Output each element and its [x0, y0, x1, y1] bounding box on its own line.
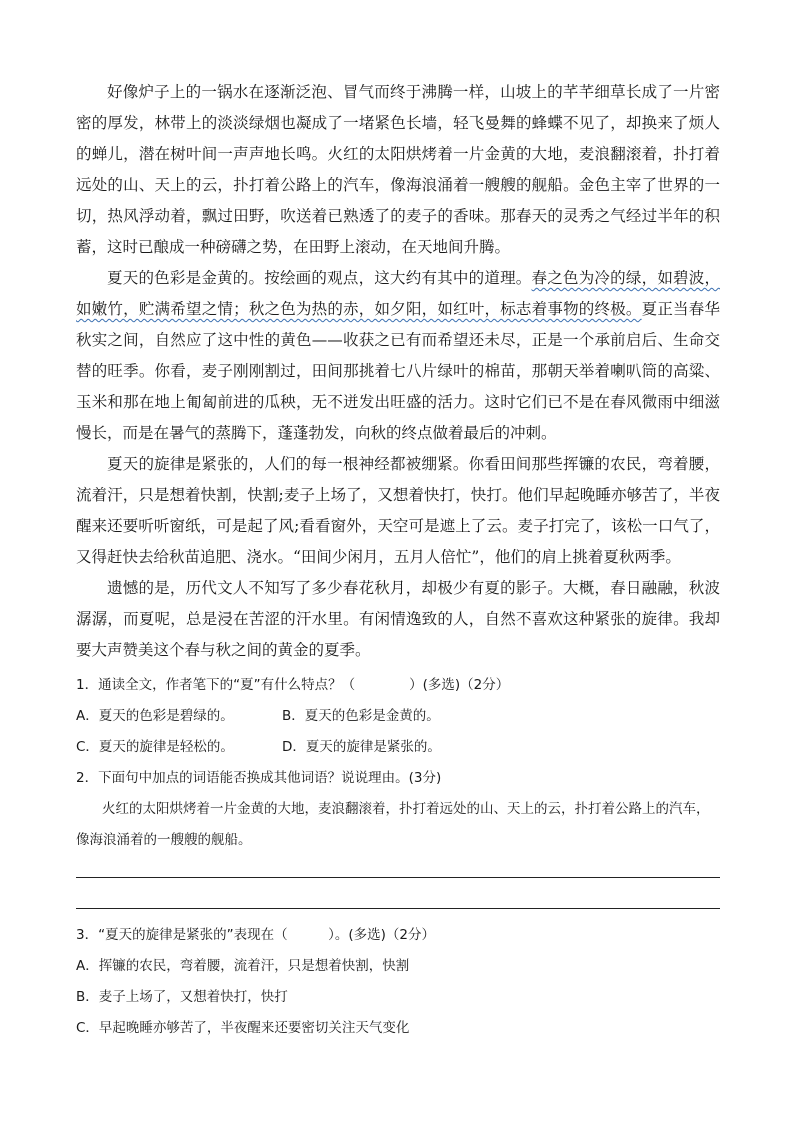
answer-line-1[interactable] — [76, 877, 720, 878]
paragraph-2-rest: 夏正当春华秋实之间，自然应了这中性的黄色——收获之已有而希望还未尽，正是一个承前启后、生命交替的旺季。你看，麦子刚刚割过，田间那挑着七八片绿叶的棉苗，那朝天举着喇叭筒的高粱、玉米和那在地上匍匐前进的瓜秧，无不迸发出旺盛的活力。这时它们已不是在春风微雨中细滋慢长，而是在暑气的蒸腾下，蓬蓬勃发，向秋的终点做着最后的冲刺。 — [76, 300, 720, 442]
passage-paragraph-3: 夏天的旋律是紧张的，人们的每一根神经都被绷紧。你看田间那些挥镰的农民，弯着腰，流着汗，只是想着快割，快割;麦子上场了，又想着快打，快打。他们早起晚睡亦够苦了，半夜醒来还要听听窗纸，可是起了风;看看窗外，天空可是遮上了云。麦子打完了，该松一口气了，又得赶快去给秋苗追肥、浇水。“田间少闲月，五月人倍忙”，他们的肩上挑着夏秋两季。 — [76, 455, 720, 566]
question-1-options-row-1 — [76, 701, 720, 732]
question-1-stem: 1．通读全文，作者笔下的“夏”有什么特点？（ ）(多选)（2分） — [76, 677, 510, 693]
question-2 — [76, 763, 720, 856]
question-3 — [76, 920, 720, 1044]
question-3-stem: 3．“夏天的旋律是紧张的”表现在（ ）。(多选)（2分） — [76, 927, 435, 943]
question-3-option-c[interactable]: C．早起晚睡亦够苦了，半夜醒来还要密切关注天气变化 — [76, 1020, 410, 1036]
paragraph-2-intro: 夏天的色彩是金黄的。按绘画的观点，这大约有其中的道理。 — [107, 269, 532, 287]
question-3-option-b[interactable]: B．麦子上场了，又想着快打，快打 — [76, 989, 288, 1005]
passage-paragraph-1: 好像炉子上的一锅水在逐渐泛泡、冒气而终于沸腾一样，山坡上的芊芊细草长成了一片密密的厚发，林带上的淡淡绿烟也凝成了一堵紧色长墙，轻飞曼舞的蜂蝶不见了，却换来了烦人的蝉儿，潜在树叶间一声声地长鸣。火红的太阳烘烤着一片金黄的大地，麦浪翻滚着，扑打着远处的山、天上的云，扑打着公路上的汽车，像海浪涌着一艘艘的舰船。金色主宰了世界的一切，热风浮动着，飘过田野，吹送着已熟透了的麦子的香味。那春天的灵秀之气经过半年的积蓄，这时已酿成一种磅礴之势，在田野上滚动，在天地间升腾。 — [76, 83, 720, 256]
question-1-options-row-2 — [76, 732, 720, 763]
question-3-option-a[interactable]: A．挥镰的农民，弯着腰，流着汗，只是想着快割，快割 — [76, 958, 410, 974]
passage-paragraph-4: 遗憾的是，历代文人不知写了多少春花秋月，却极少有夏的影子。大概，春日融融，秋波潺潺，而夏呢，总是浸在苦涩的汗水里。有闲情逸致的人，自然不喜欢这种紧张的旋律。我却要大声赞美这个春与秋之间的黄金的夏季。 — [76, 579, 720, 659]
passage-paragraph-2 — [76, 263, 720, 449]
question-1-option-a[interactable]: A．夏天的色彩是碧绿的。 — [76, 708, 234, 724]
question-2-quote: 火红的太阳烘烤着一片金黄的大地，麦浪翻滚着，扑打着远处的山、天上的云，扑打着公路上的汽车，像海浪涌着的一艘艘的舰船。 — [76, 801, 710, 848]
answer-line-2[interactable] — [76, 908, 720, 909]
question-1 — [76, 670, 720, 763]
reading-passage — [76, 77, 720, 666]
question-2-stem: 2．下面句中加点的词语能否换成其他词语？说说理由。(3分) — [76, 770, 442, 786]
question-1-option-c[interactable]: C．夏天的旋律是轻松的。 — [76, 739, 234, 755]
wavy-underlined-sentence: 春之色为冷的绿，如碧波，如嫩竹，贮满希望之情；秋之色为热的赤，如夕阳，如红叶，标志着事物的终极。 — [76, 269, 720, 318]
question-1-option-b[interactable]: B．夏天的色彩是金黄的。 — [282, 708, 440, 724]
question-1-option-d[interactable]: D．夏天的旋律是紧张的。 — [282, 739, 441, 755]
